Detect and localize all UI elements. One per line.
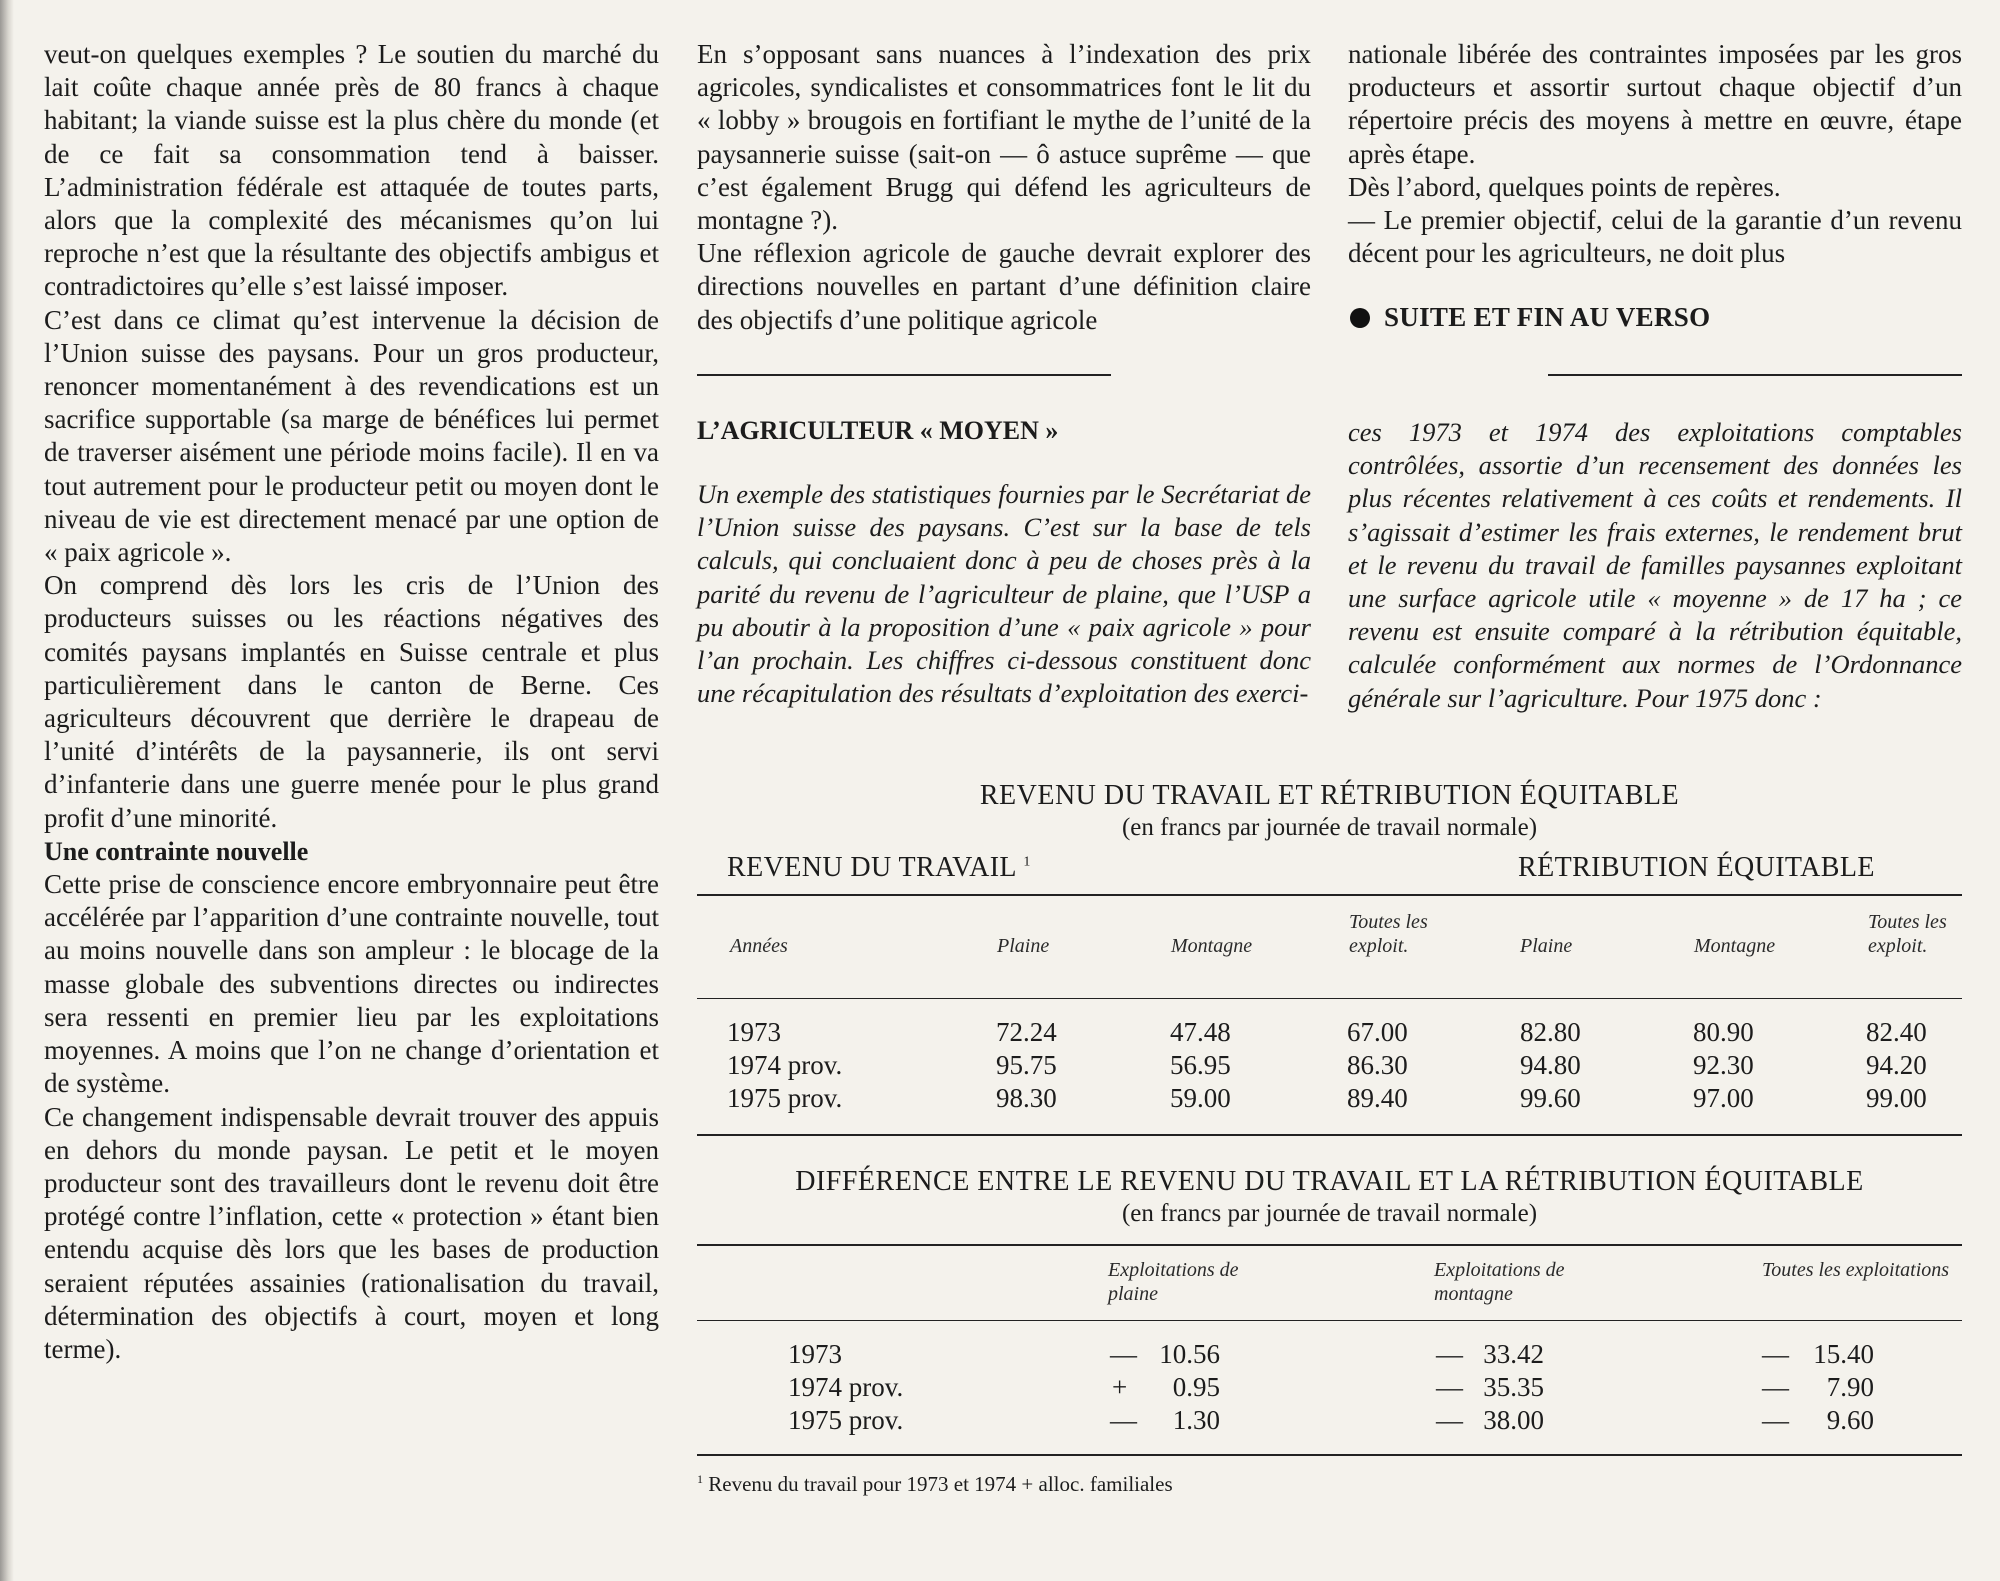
column-header: Toutes les exploit. bbox=[1349, 911, 1428, 957]
table-cell: 15.40 bbox=[1813, 1339, 1874, 1369]
paragraph: Dès l’abord, quelques points de repères. bbox=[1348, 171, 1781, 202]
paragraph: Cette prise de conscience encore embryonnaire peut être accélérée par l’apparition d’une contrainte nouvelle, tout au moins nouvelle dans son ampleur : le blocage de la masse globale des subventions directes ou indirectes sera ressenti en premier lieu par les exploitations moyennes. A moins que l’on ne change d’orientation et de système. bbox=[44, 869, 659, 1099]
table-cell: 7.90 bbox=[1826, 1372, 1874, 1402]
footnote-text: Revenu du travail pour 1973 et 1974 + alloc. familiales bbox=[708, 1472, 1173, 1496]
table-rule bbox=[697, 1454, 1962, 1456]
section-subheading: Une contrainte nouvelle bbox=[44, 836, 309, 866]
continued-notice bbox=[1350, 302, 1710, 333]
column-header: Toutes les exploitations bbox=[1762, 1259, 1950, 1281]
table-cell: 67.00 bbox=[1347, 1017, 1408, 1047]
group-heading-text: REVENU DU TRAVAIL bbox=[727, 852, 1016, 883]
paragraph: On comprend dès lors les cris de l’Union des producteurs suisses ou les réactions négatives des comités paysans implantés en Suisse centrale et plus particulièrement dans le canton de Berne. Ces agriculteurs découvrent que derrière le drapeau de l’unité d’intérêts de la paysannerie, ils ont servi d’infanterie dans une guerre menée pour le plus grand profit d’une minorité. bbox=[44, 570, 659, 833]
table-cell: 80.90 bbox=[1693, 1017, 1754, 1047]
table-cell: — bbox=[1436, 1339, 1463, 1369]
table-cell: 89.40 bbox=[1347, 1083, 1408, 1113]
table-cell: 0.95 bbox=[1172, 1372, 1220, 1402]
table-cell: — bbox=[1436, 1372, 1463, 1402]
footnote bbox=[697, 1472, 1173, 1497]
table-cell: 97.00 bbox=[1693, 1083, 1754, 1113]
paragraph: C’est dans ce climat qu’est intervenue la décision de l’Union suisse des paysans. Pour un gros producteur, renoncer momentanément à des revendications est un sacrifice supportable (sa marge de bénéfices lui permet de traverser aisément une période moins facile). Il en va tout autrement pour le producteur petit ou moyen dont le niveau de vie est directement menacé par une option de « paix agricole ». bbox=[44, 304, 659, 568]
bullet-icon bbox=[1350, 308, 1370, 328]
table-title: DIFFÉRENCE ENTRE LE REVENU DU TRAVAIL ET LA RÉTRIBUTION ÉQUITABLE bbox=[795, 1166, 1864, 1197]
table-rule bbox=[697, 1244, 1962, 1246]
table-cell: — bbox=[1762, 1339, 1789, 1369]
paragraph: veut-on quelques exemples ? Le soutien du marché du lait coûte chaque année près de 80 francs à chaque habitant; la viande suisse est la plus chère du monde (et de ce fait sa consommation tend à baisser. L’administration fédérale est attaquée de toutes parts, alors que la complexité des mécanismes qu’on lui reproche n’est que la résultante des objectifs ambigus et contradictoires qu’elle s’est laissé imposer. bbox=[44, 39, 659, 302]
table-cell: 99.00 bbox=[1866, 1083, 1927, 1113]
article-column-2 bbox=[697, 38, 1311, 337]
column-header: Montagne bbox=[1171, 935, 1253, 957]
table-cell: 1.30 bbox=[1172, 1405, 1220, 1435]
article-column-3 bbox=[1348, 38, 1962, 270]
table-cell: + bbox=[1112, 1372, 1128, 1402]
column-header: Plaine bbox=[997, 935, 1050, 957]
table-cell: 98.30 bbox=[996, 1083, 1057, 1113]
table-caption bbox=[697, 780, 1962, 842]
table-subtitle: (en francs par journée de travail normale) bbox=[1121, 814, 1538, 841]
table-cell: 38.00 bbox=[1483, 1405, 1544, 1435]
paragraph: En s’opposant sans nuances à l’indexation des prix agricoles, syndicalistes et consommatrices font le lit du « lobby » brougois en fortifiant le mythe de l’unité de la paysannerie suisse (sait-on — ô astuce suprême — que c’est également Brugg qui défend les agriculteurs de montagne ?). bbox=[697, 39, 1311, 236]
footnote-marker: 1 bbox=[1023, 854, 1031, 870]
table-cell: 95.75 bbox=[996, 1050, 1057, 1080]
table-cell: 33.42 bbox=[1483, 1339, 1544, 1369]
divider-rule bbox=[697, 374, 1111, 376]
table-cell: — bbox=[1762, 1405, 1789, 1435]
table-cell: 1973 bbox=[727, 1017, 781, 1047]
table-cell: 99.60 bbox=[1520, 1083, 1581, 1113]
table-cell: 92.30 bbox=[1693, 1050, 1754, 1080]
table-cell: — bbox=[1110, 1339, 1137, 1369]
column-header: Exploitations de plaine bbox=[1108, 1259, 1239, 1305]
table-cell: 56.95 bbox=[1170, 1050, 1231, 1080]
table-subtitle: (en francs par journée de travail normale) bbox=[1121, 1200, 1538, 1227]
box-title: L’AGRICULTEUR « MOYEN » bbox=[697, 416, 1059, 445]
table-group-heading bbox=[727, 852, 1031, 884]
divider-rule bbox=[1548, 374, 1962, 376]
table-caption bbox=[697, 1166, 1962, 1228]
table-cell: 59.00 bbox=[1170, 1083, 1231, 1113]
paragraph: Une réflexion agricole de gauche devrait explorer des directions nouvelles en partant d’une définition claire des objectifs d’une politique agricole bbox=[697, 238, 1311, 335]
table-cell: 86.30 bbox=[1347, 1050, 1408, 1080]
box-intro-right: ces 1973 et 1974 des exploitations comptables contrôlées, assortie d’un recensement des données les plus récentes relativement à ces coûts et rendements. Il s’agissait d’estimer les frais externes, le rendement brut et le revenu du travail de familles paysannes exploitant une surface agricole utile « moyenne » de 17 ha ; ce revenu est ensuite comparé à la rétribution équitable, calculée conformément aux normes de l’Ordonnance générale sur l’agriculture. Pour 1975 donc : bbox=[1348, 417, 1962, 713]
paragraph: Ce changement indispensable devrait trouver des appuis en dehors du monde paysan. Le petit et le moyen producteur sont des travailleurs dont le revenu doit être protégé contre l’inflation, cette « protection » étant bien entendu acquise dès lors que les bases de production seraient réputées assainies (rationalisation du travail, détermination des objectifs à court, moyen et long terme). bbox=[44, 1101, 659, 1364]
table-cell: 47.48 bbox=[1170, 1017, 1231, 1047]
table-group-heading: RÉTRIBUTION ÉQUITABLE bbox=[1518, 852, 1875, 883]
table-cell: 1973 bbox=[788, 1339, 842, 1369]
column-header: Plaine bbox=[1520, 935, 1573, 957]
column-header: Années bbox=[730, 935, 788, 957]
column-header: Exploitations de montagne bbox=[1434, 1259, 1565, 1305]
table-cell: 82.80 bbox=[1520, 1017, 1581, 1047]
table-rule bbox=[697, 1134, 1962, 1136]
page-binding-edge bbox=[0, 0, 14, 1581]
table-cell: 94.20 bbox=[1866, 1050, 1927, 1080]
paragraph: — Le premier objectif, celui de la garantie d’un revenu décent pour les agriculteurs, ne doit plus bbox=[1348, 205, 1962, 269]
table-cell: — bbox=[1436, 1405, 1463, 1435]
column-header: Montagne bbox=[1694, 935, 1776, 957]
paragraph: nationale libérée des contraintes imposées par les gros producteurs et assortir surtout chaque objectif d’un répertoire précis des moyens à mettre en œuvre, étape après étape. bbox=[1348, 39, 1962, 169]
table-rule bbox=[697, 1320, 1962, 1321]
continued-notice-text: SUITE ET FIN AU VERSO bbox=[1384, 302, 1711, 332]
article-column-1 bbox=[44, 38, 659, 1366]
table-rule bbox=[697, 894, 1962, 896]
table-cell: — bbox=[1762, 1372, 1789, 1402]
table-cell: 1974 prov. bbox=[788, 1372, 904, 1402]
table-title: REVENU DU TRAVAIL ET RÉTRIBUTION ÉQUITABLE bbox=[979, 780, 1680, 811]
box-intro-left: Un exemple des statistiques fournies par le Secrétariat de l’Union suisse des paysans. C’est sur la base de tels calculs, qui concluaient donc à peu de choses près à la parité du revenu de l’agriculteur de plaine, que l’USP a pu aboutir à la proposition d’une « paix agricole » pour l’an prochain. Les chiffres ci-dessous constituent donc une récapitulation des résultats d’exploitation des exerci- bbox=[697, 479, 1311, 709]
table-cell: 35.35 bbox=[1483, 1372, 1544, 1402]
table-cell: 94.80 bbox=[1520, 1050, 1581, 1080]
table-cell: 10.56 bbox=[1159, 1339, 1220, 1369]
table-cell: 72.24 bbox=[996, 1017, 1057, 1047]
footnote-marker: 1 bbox=[697, 1472, 703, 1486]
table-cell: 1975 prov. bbox=[727, 1083, 843, 1113]
table-cell: 1974 prov. bbox=[727, 1050, 843, 1080]
table-cell: 1975 prov. bbox=[788, 1405, 904, 1435]
table-cell: 9.60 bbox=[1826, 1405, 1874, 1435]
table-cell: 82.40 bbox=[1866, 1017, 1927, 1047]
table-cell: — bbox=[1110, 1405, 1137, 1435]
table-rule bbox=[697, 998, 1962, 999]
column-header: Toutes les exploit. bbox=[1868, 911, 1947, 957]
